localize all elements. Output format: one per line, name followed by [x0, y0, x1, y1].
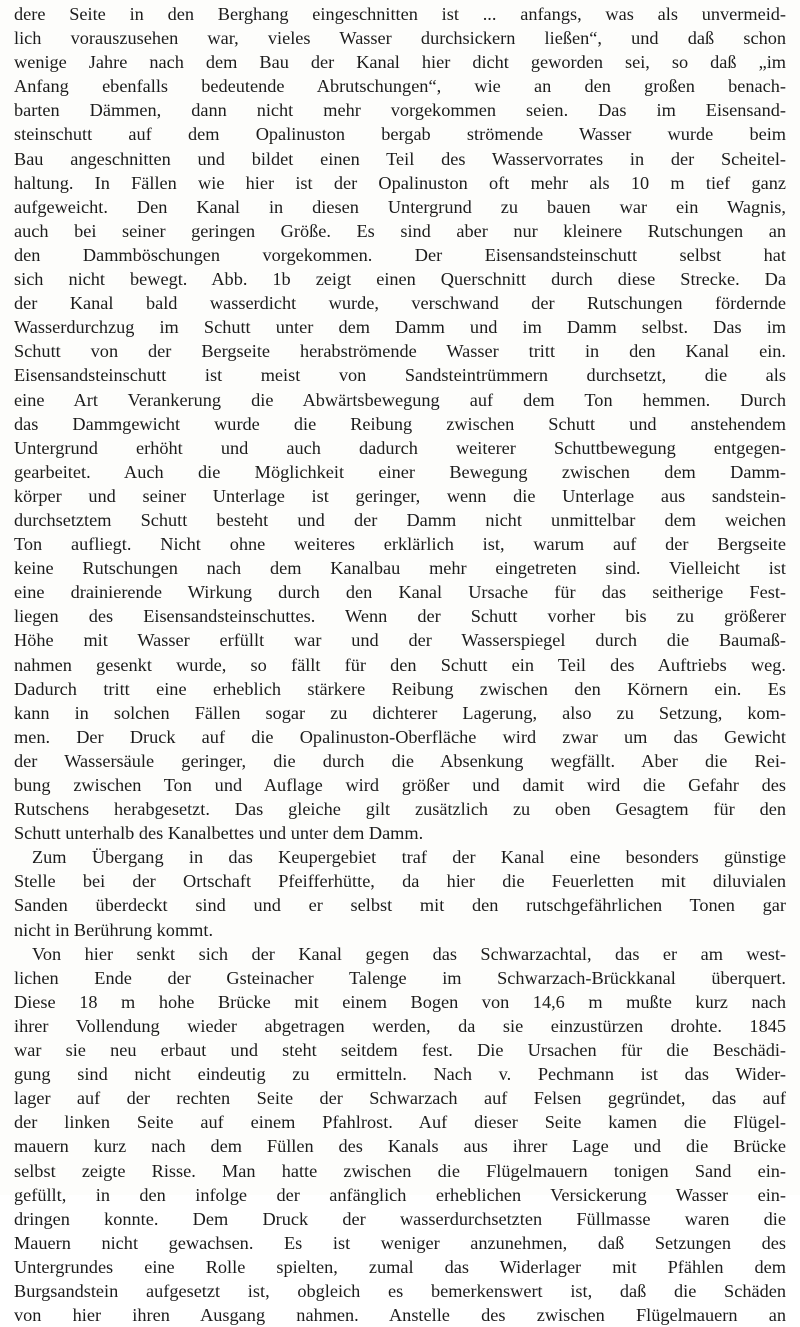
text-line: körper und seiner Unterlage ist geringer, wenn die Unterlage aus sandstein-: [14, 485, 786, 506]
text-line: eine drainierende Wirkung durch den Kanal Ursache für das seitherige Fest-: [14, 582, 786, 603]
paragraph-1: [14, 2, 786, 845]
text-line: liegen des Eisensandsteinschuttes. Wenn der Schutt vorher bis zu größerer: [14, 606, 786, 627]
text-line: Dadurch tritt eine erheblich stärkere Reibung zwischen den Körnern ein. Es: [14, 678, 786, 699]
text-line: bung zwischen Ton und Auflage wird größer und damit wird die Gefahr des: [14, 775, 786, 795]
text-line: Ton aufliegt. Nicht ohne weiteres erklärlich ist, warum auf der Bergseite: [14, 534, 786, 555]
paragraph-3: [14, 942, 786, 1327]
text-line: Schutt von der Bergseite herabströmende Wasser tritt in den Kanal ein.: [14, 341, 786, 362]
text-line: Eisensandsteinschutt ist meist von Sandsteintrümmern durchsetzt, die als: [14, 365, 786, 386]
text-line: dringen konnte. Dem Druck der wasserdurchsetzten Füllmasse waren die: [14, 1208, 786, 1229]
text-line: selbst zeigte Risse. Man hatte zwischen die Flügelmauern tonigen Sand ein-: [14, 1160, 786, 1181]
text-line: durchsetztem Schutt besteht und der Damm nicht unmittelbar dem weichen: [14, 509, 786, 530]
text-line: sich nicht bewegt. Abb. 1b zeigt einen Querschnitt durch diese Strecke. Da: [14, 269, 786, 290]
text-line: lich vorauszusehen war, vieles Wasser durchsickern ließen“, und daß schon: [14, 28, 786, 49]
text-line: war sie neu erbaut und steht seitdem fest. Die Ursachen für die Beschädi-: [14, 1040, 786, 1061]
text-line: Stelle bei der Ortschaft Pfeifferhütte, da hier die Feuerletten mit diluvialen: [14, 871, 786, 892]
text-line: Rutschens herabgesetzt. Das gleiche gilt zusätzlich zu oben Gesagtem für den: [14, 799, 786, 820]
text-line: eine Art Verankerung die Abwärtsbewegung auf dem Ton hemmen. Durch: [14, 389, 786, 410]
text-line: ihrer Vollendung wieder abgetragen werden, da sie einzustürzen drohte. 1845: [14, 1015, 786, 1036]
text-line: gearbeitet. Auch die Möglichkeit einer Bewegung zwischen dem Damm-: [14, 461, 786, 482]
text-line: Diese 18 m hohe Brücke mit einem Bogen von 14,6 m mußte kurz nach: [14, 991, 786, 1012]
text-line: dere Seite in den Berghang eingeschnitten ist ... anfangs, was als unvermeid-: [14, 4, 786, 24]
text-line: lichen Ende der Gsteinacher Talenge im Schwarzach-Brückkanal überquert.: [14, 967, 786, 988]
text-line: haltung. In Fällen wie hier ist der Opalinuston oft mehr als 10 m tief ganz: [14, 172, 786, 193]
text-line: mauern kurz nach dem Füllen des Kanals aus ihrer Lage und die Brücke: [14, 1136, 786, 1157]
text-line: Mauern nicht gewachsen. Es ist weniger anzunehmen, daß Setzungen des: [14, 1232, 786, 1253]
text-line: nahmen gesenkt wurde, so fällt für den Schutt ein Teil des Auftriebs weg.: [14, 654, 786, 675]
text-line: Schutt unterhalb des Kanalbettes und unter dem Damm.: [14, 823, 424, 844]
text-line: der Wassersäule geringer, die durch die Absenkung wegfällt. Aber die Rei-: [14, 750, 786, 771]
text-line: Bau angeschnitten und bildet einen Teil des Wasservorrates in der Scheitel-: [14, 148, 786, 169]
text-line: Höhe mit Wasser erfüllt war und der Wasserspiegel durch die Baumaß-: [14, 630, 786, 651]
text-line: aufgeweicht. Den Kanal in diesen Untergrund zu bauen war ein Wagnis,: [14, 196, 786, 217]
text-line: der Kanal bald wasserdicht wurde, verschwand der Rutschungen fördernde: [14, 293, 786, 314]
text-line: gefüllt, in den infolge der anfänglich erheblichen Versickerung Wasser ein-: [14, 1184, 786, 1205]
text-line: das Dammgewicht wurde die Reibung zwischen Schutt und anstehendem: [14, 413, 786, 434]
text-line: barten Dämmen, dann nicht mehr vorgekommen seien. Das im Eisensand-: [14, 100, 786, 121]
text-line: Untergrund erhöht und auch dadurch weiterer Schuttbewegung entgegen-: [14, 437, 786, 458]
text-line: Zum Übergang in das Keupergebiet traf der Kanal eine besonders günstige: [32, 847, 786, 868]
text-line: den Dammböschungen vorgekommen. Der Eisensandsteinschutt selbst hat: [14, 244, 786, 265]
text-line: gung sind nicht eindeutig zu ermitteln. Nach v. Pechmann ist das Wider-: [14, 1064, 786, 1085]
text-line: Untergrundes eine Rolle spielten, zumal das Widerlager mit Pfählen dem: [14, 1256, 786, 1277]
text-line: kann in solchen Fällen sogar zu dichterer Lagerung, also zu Setzung, kom-: [14, 702, 786, 723]
text-line: von hier ihren Ausgang nahmen. Anstelle des zwischen Flügelmauern an: [14, 1305, 786, 1326]
text-line: Anfang ebenfalls bedeutende Abrutschungen“, wie an den großen benach-: [14, 76, 786, 97]
text-line: Burgsandstein aufgesetzt ist, obgleich es bemerkenswert ist, daß die Schäden: [14, 1280, 786, 1301]
text-line: lager auf der rechten Seite der Schwarzach auf Felsen gegründet, das auf: [14, 1088, 786, 1109]
text-line: Sanden überdeckt sind und er selbst mit den rutschgefährlichen Tonen gar: [14, 895, 786, 916]
text-line: men. Der Druck auf die Opalinuston-Oberfläche wird zwar um das Gewicht: [14, 726, 786, 747]
paragraph-2: [14, 845, 786, 941]
text-line: auch bei seiner geringen Größe. Es sind aber nur kleinere Rutschungen an: [14, 220, 786, 241]
text-line: Wasserdurchzug im Schutt unter dem Damm und im Damm selbst. Das im: [14, 317, 786, 338]
text-line: nicht in Berührung kommt.: [14, 919, 214, 940]
text-line: der linken Seite auf einem Pfahlrost. Auf dieser Seite kamen die Flügel-: [14, 1112, 786, 1133]
text-line: Von hier senkt sich der Kanal gegen das Schwarzachtal, das er am west-: [32, 943, 786, 964]
text-line: steinschutt auf dem Opalinuston bergab strömende Wasser wurde beim: [14, 124, 786, 145]
text-line: wenige Jahre nach dem Bau der Kanal hier dicht geworden sei, so daß „im: [14, 52, 786, 73]
text-line: keine Rutschungen nach dem Kanalbau mehr eingetreten sind. Vielleicht ist: [14, 558, 786, 579]
